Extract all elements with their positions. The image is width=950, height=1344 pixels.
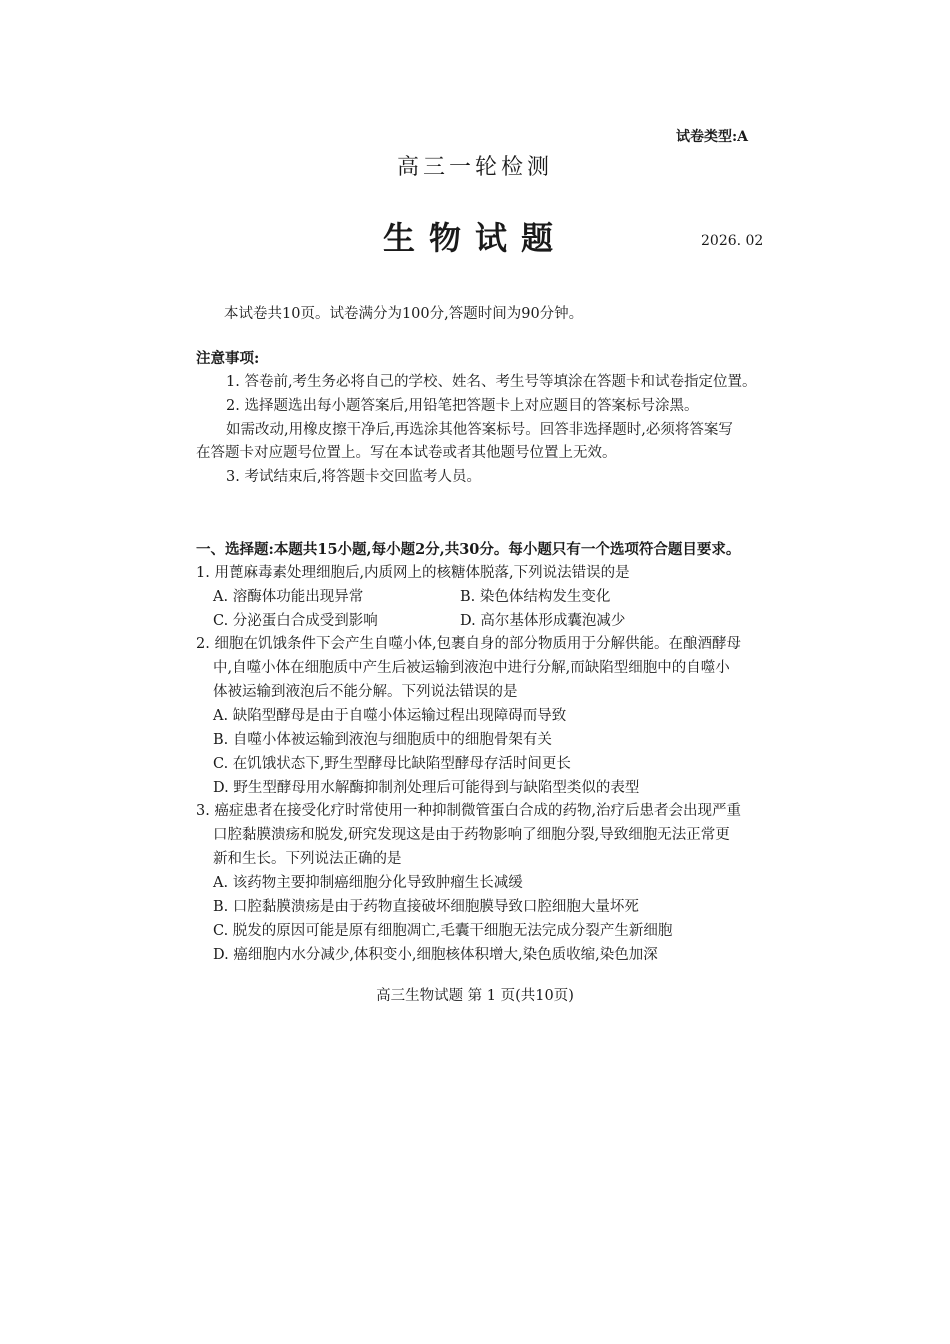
question-3-stem-cont: 新和生长。下列说法正确的是 (213, 851, 402, 867)
paper-type-label: 试卷类型:A (676, 129, 749, 145)
question-3-stem: 3. 癌症患者在接受化疗时常使用一种抑制微管蛋白合成的药物,治疗后患者会出现严重 (196, 803, 742, 819)
question-2-option-a: A. 缺陷型酵母是由于自噬小体运输过程出现障碍而导致 (213, 708, 567, 724)
section-heading: 一、选择题:本题共15小题,每小题2分,共30分。每小题只有一个选项符合题目要求。 (196, 541, 741, 558)
notice-heading: 注意事项: (196, 350, 260, 367)
question-2-stem-cont: 体被运输到液泡后不能分解。下列说法错误的是 (213, 684, 518, 700)
notice-item: 在答题卡对应题号位置上。写在本试卷或者其他题号位置上无效。 (196, 445, 617, 461)
question-2-option-b: B. 自噬小体被运输到液泡与细胞质中的细胞骨架有关 (213, 732, 552, 748)
question-3-stem-cont: 口腔黏膜溃疡和脱发,研究发现这是由于药物影响了细胞分裂,导致细胞无法正常更 (213, 827, 730, 843)
exam-subtitle: 高三一轮检测 (396, 155, 553, 180)
question-2-stem: 2. 细胞在饥饿条件下会产生自噬小体,包裹自身的部分物质用于分解供能。在酿酒酵母 (196, 636, 742, 652)
intro-text: 本试卷共10页。试卷满分为100分,答题时间为90分钟。 (224, 306, 584, 322)
question-1-option-d: D. 高尔基体形成囊泡减少 (460, 613, 626, 629)
question-1-stem: 1. 用蓖麻毒素处理细胞后,内质网上的核糖体脱落,下列说法错误的是 (196, 565, 630, 581)
notice-item: 如需改动,用橡皮擦干净后,再选涂其他答案标号。回答非选择题时,必须将答案写 (226, 422, 733, 438)
notice-item: 1. 答卷前,考生务必将自己的学校、姓名、考生号等填涂在答题卡和试卷指定位置。 (226, 374, 757, 390)
question-1-option-c: C. 分泌蛋白合成受到影响 (213, 613, 378, 629)
question-1-option-b: B. 染色体结构发生变化 (460, 589, 611, 605)
page-footer: 高三生物试题 第 1 页(共10页) (376, 988, 574, 1004)
question-1-option-a: A. 溶酶体功能出现异常 (213, 589, 364, 605)
question-2-option-c: C. 在饥饿状态下,野生型酵母比缺陷型酵母存活时间更长 (213, 756, 571, 772)
question-2-stem-cont: 中,自噬小体在细胞质中产生后被运输到液泡中进行分解,而缺陷型细胞中的自噬小 (213, 660, 730, 676)
question-3-option-c: C. 脱发的原因可能是原有细胞凋亡,毛囊干细胞无法完成分裂产生新细胞 (213, 923, 673, 939)
question-3-option-a: A. 该药物主要抑制癌细胞分化导致肿瘤生长减缓 (213, 875, 523, 891)
exam-title: 生物试题 (382, 219, 567, 257)
question-2-option-d: D. 野生型酵母用水解酶抑制剂处理后可能得到与缺陷型类似的表型 (213, 780, 640, 796)
exam-date: 2026. 02 (701, 233, 764, 249)
question-3-option-d: D. 癌细胞内水分减少,体积变小,细胞核体积增大,染色质收缩,染色加深 (213, 947, 658, 963)
notice-item: 3. 考试结束后,将答题卡交回监考人员。 (226, 469, 482, 485)
notice-item: 2. 选择题选出每小题答案后,用铅笔把答题卡上对应题目的答案标号涂黑。 (226, 398, 699, 414)
question-3-option-b: B. 口腔黏膜溃疡是由于药物直接破坏细胞膜导致口腔细胞大量坏死 (213, 899, 639, 915)
